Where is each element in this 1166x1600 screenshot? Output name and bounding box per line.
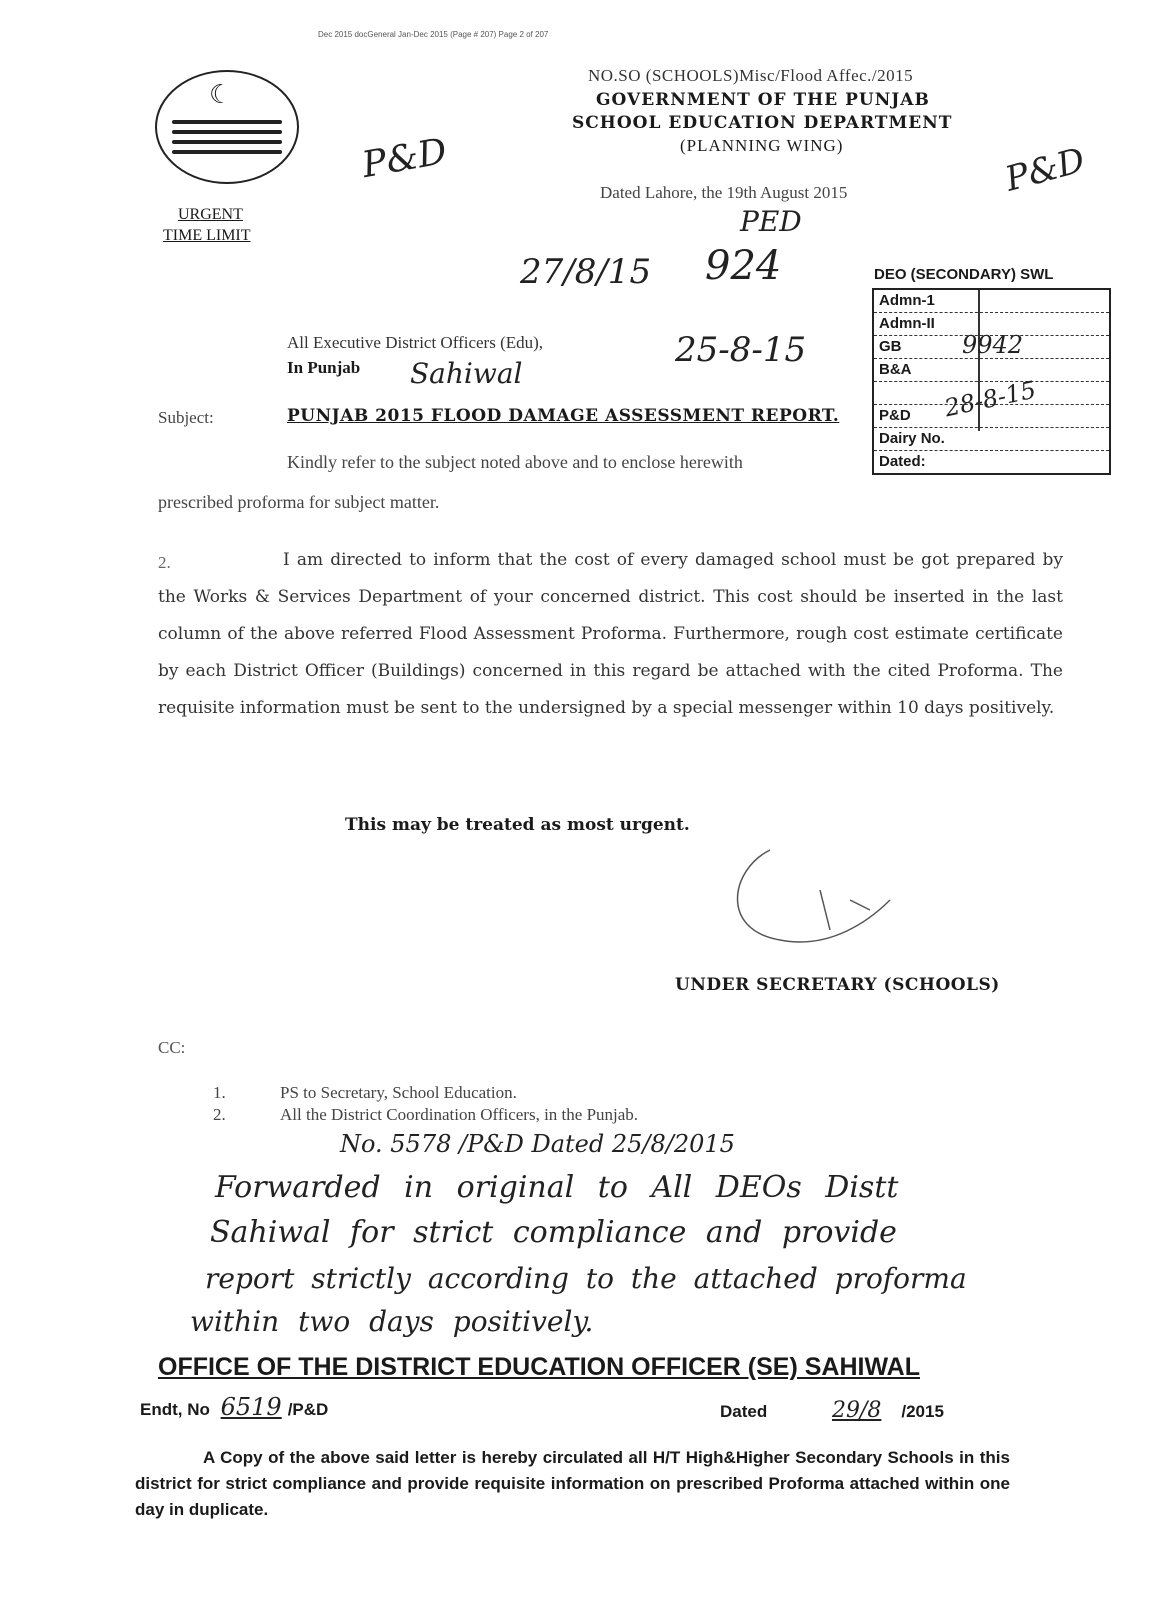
deo-receipt-stamp	[872, 266, 1111, 475]
para2-number: 2.	[158, 553, 171, 572]
cc-item-text: All the District Coordination Officers, in the Punjab.	[280, 1105, 639, 1124]
para1-line1: Kindly refer to the subject noted above and to enclose herewith	[287, 452, 743, 472]
handwritten-sahiwal: Sahiwal	[410, 357, 523, 390]
stamp-title: DEO (SECONDARY) SWL	[874, 266, 1054, 283]
endorsement-suffix: /P&D	[287, 1400, 329, 1419]
handwritten-pd-right: P&D	[1001, 140, 1090, 200]
stamp-row-label: Dated:	[879, 453, 926, 470]
handwritten-endorsement-date: 29/8	[831, 1398, 882, 1423]
office-heading: OFFICE OF THE DISTRICT EDUCATION OFFICER (SE) SAHIWAL	[158, 1353, 921, 1381]
stamp-row-label: P&D	[879, 407, 911, 424]
cc-item-number: 2.	[213, 1105, 226, 1124]
signatory-title: UNDER SECRETARY (SCHOOLS)	[675, 975, 1000, 995]
urgent-label: URGENT	[178, 206, 243, 223]
handwritten-endorsement-number: 6519	[220, 1393, 282, 1421]
handwritten-diary-no: 9942	[962, 331, 1024, 359]
stamp-row-label: B&A	[879, 361, 912, 378]
signature-icon	[690, 830, 930, 960]
dated-label: Dated	[720, 1402, 768, 1421]
endorsement-body: A Copy of the above said letter is hereby circulated all H/T High&Higher Secondary Schools in this district for strict compliance and provide requisite information on prescribed Proforma attached within one day in duplicate.	[135, 1448, 1010, 1519]
handwritten-forward-number: No. 5578 /P&D Dated 25/8/2015	[340, 1130, 735, 1158]
punjab-govt-seal-icon: ☾	[155, 70, 299, 184]
urgent-note: This may be treated as most urgent.	[345, 815, 690, 835]
cc-item-number: 1.	[213, 1083, 226, 1102]
addressee-line1: All Executive District Officers (Edu),	[287, 333, 544, 352]
government-heading: GOVERNMENT OF THE PUNJAB	[596, 90, 930, 110]
addressee-line2: In Punjab	[287, 358, 361, 377]
department-heading: SCHOOL EDUCATION DEPARTMENT	[572, 113, 953, 133]
year: /2015	[901, 1402, 944, 1421]
handwritten-forward-line: Forwarded in original to All DEOs Distt	[215, 1170, 899, 1205]
endorsement-number-line	[140, 1393, 328, 1421]
handwritten-date2: 25-8-15	[675, 330, 807, 370]
handwritten-stamp-date: 28-8-15	[942, 375, 1039, 423]
cc-label: CC:	[158, 1038, 186, 1057]
dated-line: Dated Lahore, the 19th August 2015	[600, 183, 848, 202]
time-limit-label: TIME LIMIT	[163, 227, 251, 244]
handwritten-forward-line: report strictly according to the attached proforma	[205, 1262, 967, 1295]
handwritten-date1: 27/8/15	[520, 252, 652, 292]
handwritten-forward-line: within two days positively.	[190, 1305, 594, 1338]
wing-heading: (PLANNING WING)	[680, 136, 844, 155]
handwritten-ped: PED	[740, 205, 802, 238]
para1-line2: prescribed proforma for subject matter.	[158, 492, 440, 512]
handwritten-pd-top: P&D	[359, 130, 451, 187]
stamp-row-label: Dairy No.	[879, 430, 945, 447]
reference-number: NO.SO (SCHOOLS)Misc/Flood Affec./2015	[588, 66, 914, 85]
stamp-row-label: Admn-II	[879, 315, 935, 332]
endorsement-date-line	[720, 1398, 944, 1423]
handwritten-number: 924	[705, 243, 782, 289]
stamp-row-label	[874, 382, 879, 404]
stamp-row-label: Admn-1	[879, 292, 935, 309]
para2-text: I am directed to inform that the cost of every damaged school must be got prepared by the Works & Services Department of your concerned district. This cost should be inserted in the last column of the above referred Flood Assessment Proforma. Furthermore, rough cost estimate certificate by each District Officer (Buildings) concerned in this regard be attached with the cited Proforma. The requisite information must be sent to the undersigned by a special messenger within 10 days positively.	[158, 550, 1063, 718]
subject-label: Subject:	[158, 408, 214, 427]
subject-text: PUNJAB 2015 FLOOD DAMAGE ASSESSMENT REPORT.	[287, 406, 840, 426]
scan-header: Dec 2015 docGeneral Jan-Dec 2015 (Page # 207) Page 2 of 207	[318, 30, 549, 39]
endorsement-prefix: Endt, No	[140, 1400, 210, 1419]
stamp-row-label: GB	[879, 338, 902, 355]
handwritten-forward-line: Sahiwal for strict compliance and provide	[210, 1215, 897, 1250]
cc-item-text: PS to Secretary, School Education.	[280, 1083, 517, 1102]
